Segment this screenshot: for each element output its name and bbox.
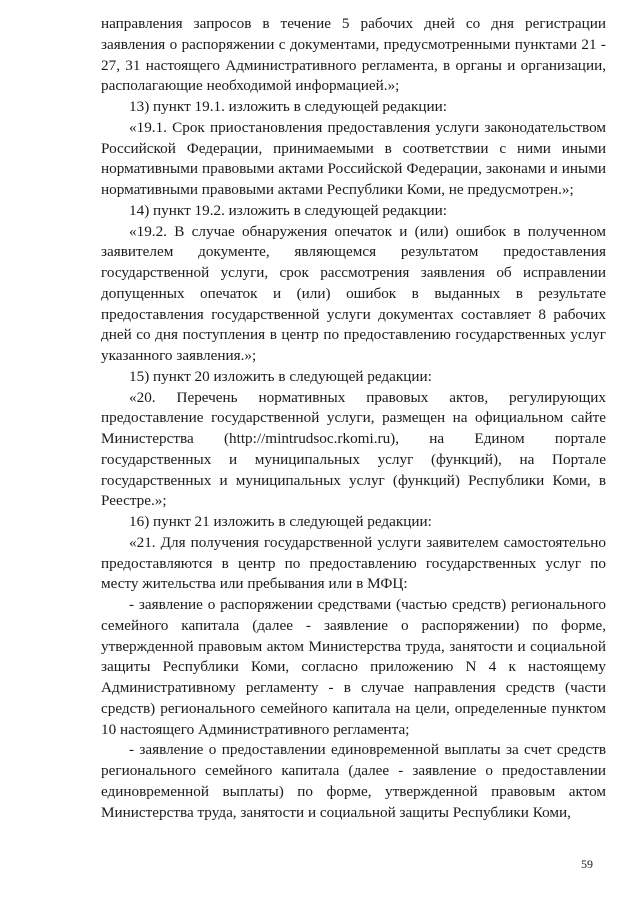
- paragraph-19-1: «19.1. Срок приостановления предоставления услуги законодательством Российской Федерации, принимаемыми в соответствии с ними иными нормативными правовыми актами Российской Федерации, законами и иными нормативными правовыми актами Республики Коми, не предусмотрен.»;: [101, 118, 606, 198]
- paragraph-20: «20. Перечень нормативных правовых актов, регулирующих предоставление государственной услуги, размещен на официальном сайте Министерства (http://mintrudsoc.rkomi.ru), на Едином портале государственных и муниципальных услуг (функций), на Портале государственных и муниципальных услуг (функций) Республики Коми, в Реестре.»;: [101, 388, 606, 510]
- paragraph-21: «21. Для получения государственной услуги заявителем самостоятельно предоставляются в центр по предоставлению государственных услуг по месту жительства или пребывания или в МФЦ:: [101, 533, 606, 593]
- paragraph-continuation: направления запросов в течение 5 рабочих дней со дня регистрации заявления о распоряжении с документами, предусмотренными пунктами 21 - 27, 31 настоящего Административного регламента, в органы и организации, располагающие необходимой информацией.»;: [101, 15, 606, 95]
- document-body: [101, 14, 606, 823]
- paragraph-item-14: 14) пункт 19.2. изложить в следующей редакции:: [129, 201, 448, 219]
- paragraph-item-13: 13) пункт 19.1. изложить в следующей редакции:: [129, 98, 448, 115]
- paragraph-application-disposal: - заявление о распоряжении средствами (частью средств) регионального семейного капитала (далее - заявление о распоряжении) по форме, утвержденной правовым актом Министерства труда, занятости и социальной защиты Республики Коми, согласно приложению N 4 к настоящему Административному регламенту - в случае направления средств (части средств) регионального семейного капитала на цели, определенные пунктом 10 настоящего Административного регламента;: [101, 596, 606, 738]
- paragraph-item-15: 15) пункт 20 изложить в следующей редакции:: [129, 367, 432, 385]
- page-number: 59: [581, 857, 593, 871]
- paragraph-19-2: «19.2. В случае обнаружения опечаток и (или) ошибок в полученном заявителем документе, являющемся результатом предоставления государственной услуги, срок рассмотрения заявления об исправлении допущенных опечаток и (или) ошибок в выданных в результате предоставления государственной услуги документах составляет 8 рабочих дней со дня поступления в центр по предоставлению государственных услуг указанного заявления.»;: [101, 222, 606, 364]
- paragraph-item-16: 16) пункт 21 изложить в следующей редакции:: [129, 513, 432, 530]
- paragraph-application-lump-sum: - заявление о предоставлении единовременной выплаты за счет средств регионального семейного капитала (далее - заявление о предоставлении единовременной выплаты) по форме, утвержденной правовым актом Министерства труда, занятости и социальной защиты Республики Коми,: [101, 741, 606, 821]
